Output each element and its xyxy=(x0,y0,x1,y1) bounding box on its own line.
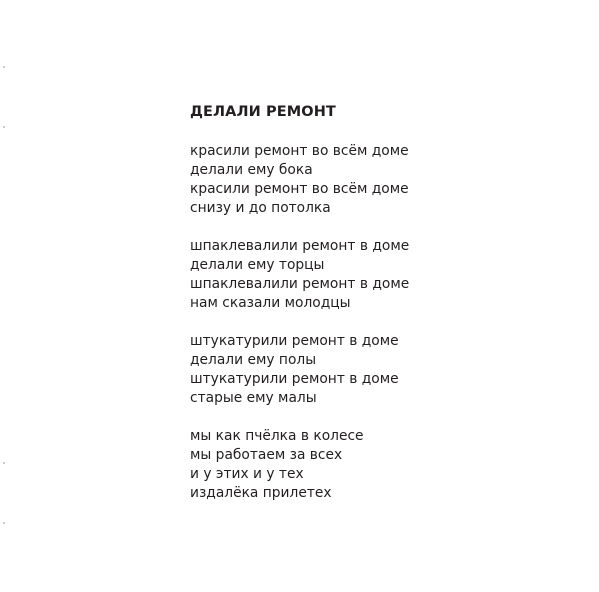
poem-line: красили ремонт во всём доме xyxy=(190,181,409,197)
poem-line: старые ему малы xyxy=(190,390,317,406)
poem-line: красили ремонт во всём доме xyxy=(190,143,409,159)
stanza-4 xyxy=(190,427,570,503)
stanza-3 xyxy=(190,332,570,408)
poem-title: ДЕЛАЛИ РЕМОНТ xyxy=(190,104,336,120)
poem-line: мы работаем за всех xyxy=(190,447,343,463)
poem-line: шпаклевалили ремонт в доме xyxy=(190,238,410,254)
scan-edge-mark xyxy=(3,462,5,464)
stanza-2 xyxy=(190,237,570,313)
poem-line: нам сказали молодцы xyxy=(190,295,351,311)
poem-line: делали ему торцы xyxy=(190,257,325,273)
scan-edge-mark xyxy=(3,126,5,128)
poem-line: и у этих и у тех xyxy=(190,466,304,482)
poem-line: шпаклевалили ремонт в доме xyxy=(190,276,410,292)
poem-line: снизу и до потолка xyxy=(190,200,331,216)
poem-line: мы как пчёлка в колесе xyxy=(190,428,364,444)
poem-line: издалёка прилетех xyxy=(190,485,332,501)
poem-line: делали ему бока xyxy=(190,162,313,178)
scan-edge-mark xyxy=(3,66,5,68)
poem xyxy=(190,103,570,503)
scan-edge-mark xyxy=(3,522,5,524)
poem-line: штукатурили ремонт в доме xyxy=(190,333,399,349)
poem-line: штукатурили ремонт в доме xyxy=(190,371,399,387)
stanza-1 xyxy=(190,142,570,218)
poem-line: делали ему полы xyxy=(190,352,317,368)
